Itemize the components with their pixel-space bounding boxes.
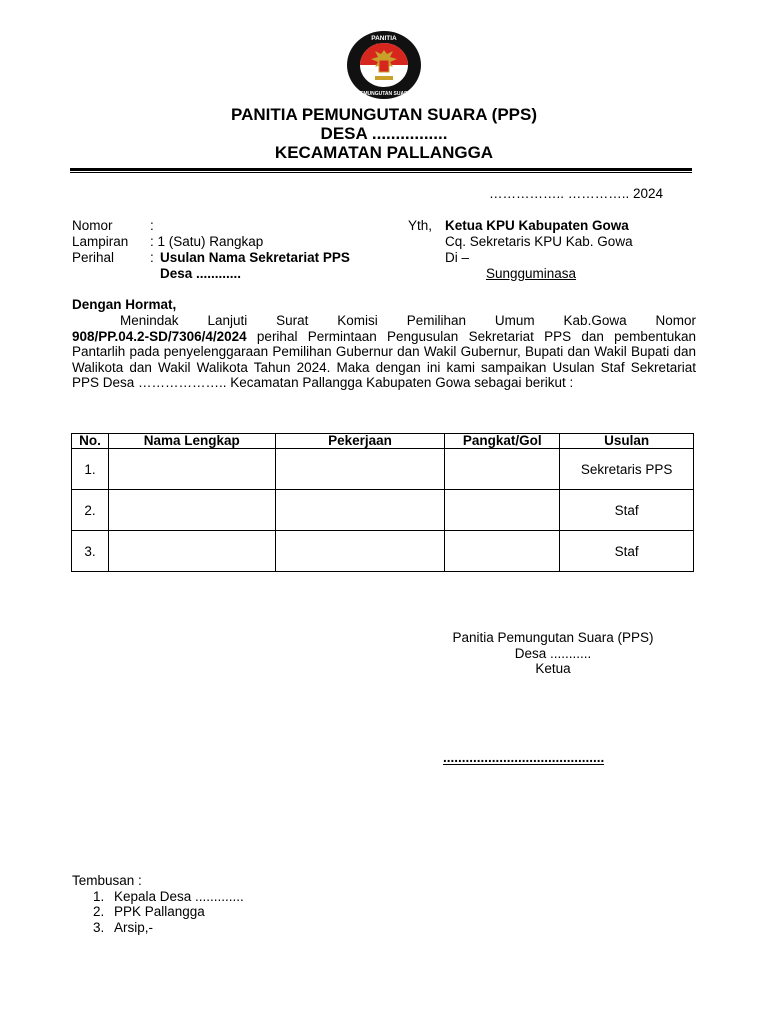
body-text: perihal Permintaan Pengusulan Sekretariat PPS dan pembentukan Pantarlih pada penyelenggaraan Pemilihan Gubernur dan Wakil Gubernur, Bupati dan Wakil Bupati dan Walikota dan Wakil Walikota Tahun 2024. Maka dengan ini kami sampaikan Usulan Staf Sekretariat PPS Desa ……………….. Kecamatan Pallangga Kabupaten Gowa sebagai berikut : — [72, 328, 696, 390]
cell-no: 3. — [72, 531, 109, 572]
header-line-1: PANITIA PEMUNGUTAN SUARA (PPS) — [231, 105, 537, 124]
header-no: No. — [72, 434, 109, 449]
signature-line-1: Panitia Pemungutan Suara (PPS) — [452, 630, 654, 645]
cell-usulan: Staf — [560, 531, 694, 572]
greeting: Dengan Hormat, — [72, 297, 177, 312]
reference-number: 908/PP.04.2-SD/7306/4/2024 — [72, 328, 247, 344]
list-item: 2. PPK Pallangga — [93, 904, 205, 919]
tembusan — [72, 873, 244, 935]
header-line-2: DESA ................ — [320, 124, 448, 143]
header-pangkat: Pangkat/Gol — [445, 434, 560, 449]
cell-pekerjaan — [275, 449, 445, 490]
recipient-line-2: Cq. Sekretaris KPU Kab. Gowa — [445, 234, 633, 249]
perihal-label: Perihal — [72, 250, 115, 265]
cell-pekerjaan — [275, 490, 445, 531]
signature-line-2: Desa ........... — [514, 646, 592, 661]
tembusan-list — [93, 889, 244, 936]
cell-nama — [108, 449, 275, 490]
tembusan-title: Tembusan : — [72, 873, 142, 888]
cell-usulan: Staf — [560, 490, 694, 531]
body-line-1: Menindak Lanjuti Surat Komisi Pemilihan Umum Kab.Gowa Nomor — [120, 313, 696, 328]
cell-no: 1. — [72, 449, 109, 490]
cell-pangkat — [445, 490, 560, 531]
recipient-line-1: Ketua KPU Kabupaten Gowa — [445, 218, 629, 233]
body-paragraph — [72, 313, 696, 391]
perihal-value: Usulan Nama Sekretariat PPS — [160, 250, 350, 265]
cell-pangkat — [445, 531, 560, 572]
kpu-logo — [345, 30, 423, 100]
nomor-colon: : — [150, 218, 154, 233]
letter-date: …………….. ………….. 2024 — [488, 186, 663, 201]
signature-line-3: Ketua — [535, 661, 571, 676]
perihal-desa: Desa ............ — [160, 266, 242, 281]
header-nama: Nama Lengkap — [108, 434, 275, 449]
body-rest — [72, 329, 696, 391]
staff-table — [71, 433, 694, 572]
cell-usulan: Sekretaris PPS — [560, 449, 694, 490]
svg-text:PANITIA: PANITIA — [371, 35, 397, 42]
header-rule-thick — [70, 168, 692, 171]
recipient-line-4: Sungguminasa — [486, 266, 577, 281]
table-row — [72, 449, 694, 490]
table-row — [72, 490, 694, 531]
header-pekerjaan: Pekerjaan — [275, 434, 445, 449]
table-header-row — [72, 434, 694, 449]
header-rule-thin — [70, 172, 692, 173]
nomor-label: Nomor — [72, 218, 113, 233]
list-item: 1. Kepala Desa ............. — [93, 888, 244, 904]
lampiran-value: : 1 (Satu) Rangkap — [150, 234, 264, 249]
perihal-colon: : — [150, 250, 154, 265]
signature-name: ........................................... — [443, 750, 605, 765]
cell-no: 2. — [72, 490, 109, 531]
svg-text:PEMUNGUTAN SUARA: PEMUNGUTAN SUARA — [356, 91, 412, 97]
header-usulan: Usulan — [560, 434, 694, 449]
list-item: 3. Arsip,- — [93, 919, 154, 935]
lampiran-label: Lampiran — [72, 234, 129, 249]
recipient-line-3: Di – — [445, 250, 470, 265]
cell-nama — [108, 490, 275, 531]
cell-pangkat — [445, 449, 560, 490]
cell-pekerjaan — [275, 531, 445, 572]
cell-nama — [108, 531, 275, 572]
header-line-3: KECAMATAN PALLANGGA — [274, 143, 494, 162]
table-row — [72, 531, 694, 572]
yth-label: Yth, — [408, 218, 433, 233]
